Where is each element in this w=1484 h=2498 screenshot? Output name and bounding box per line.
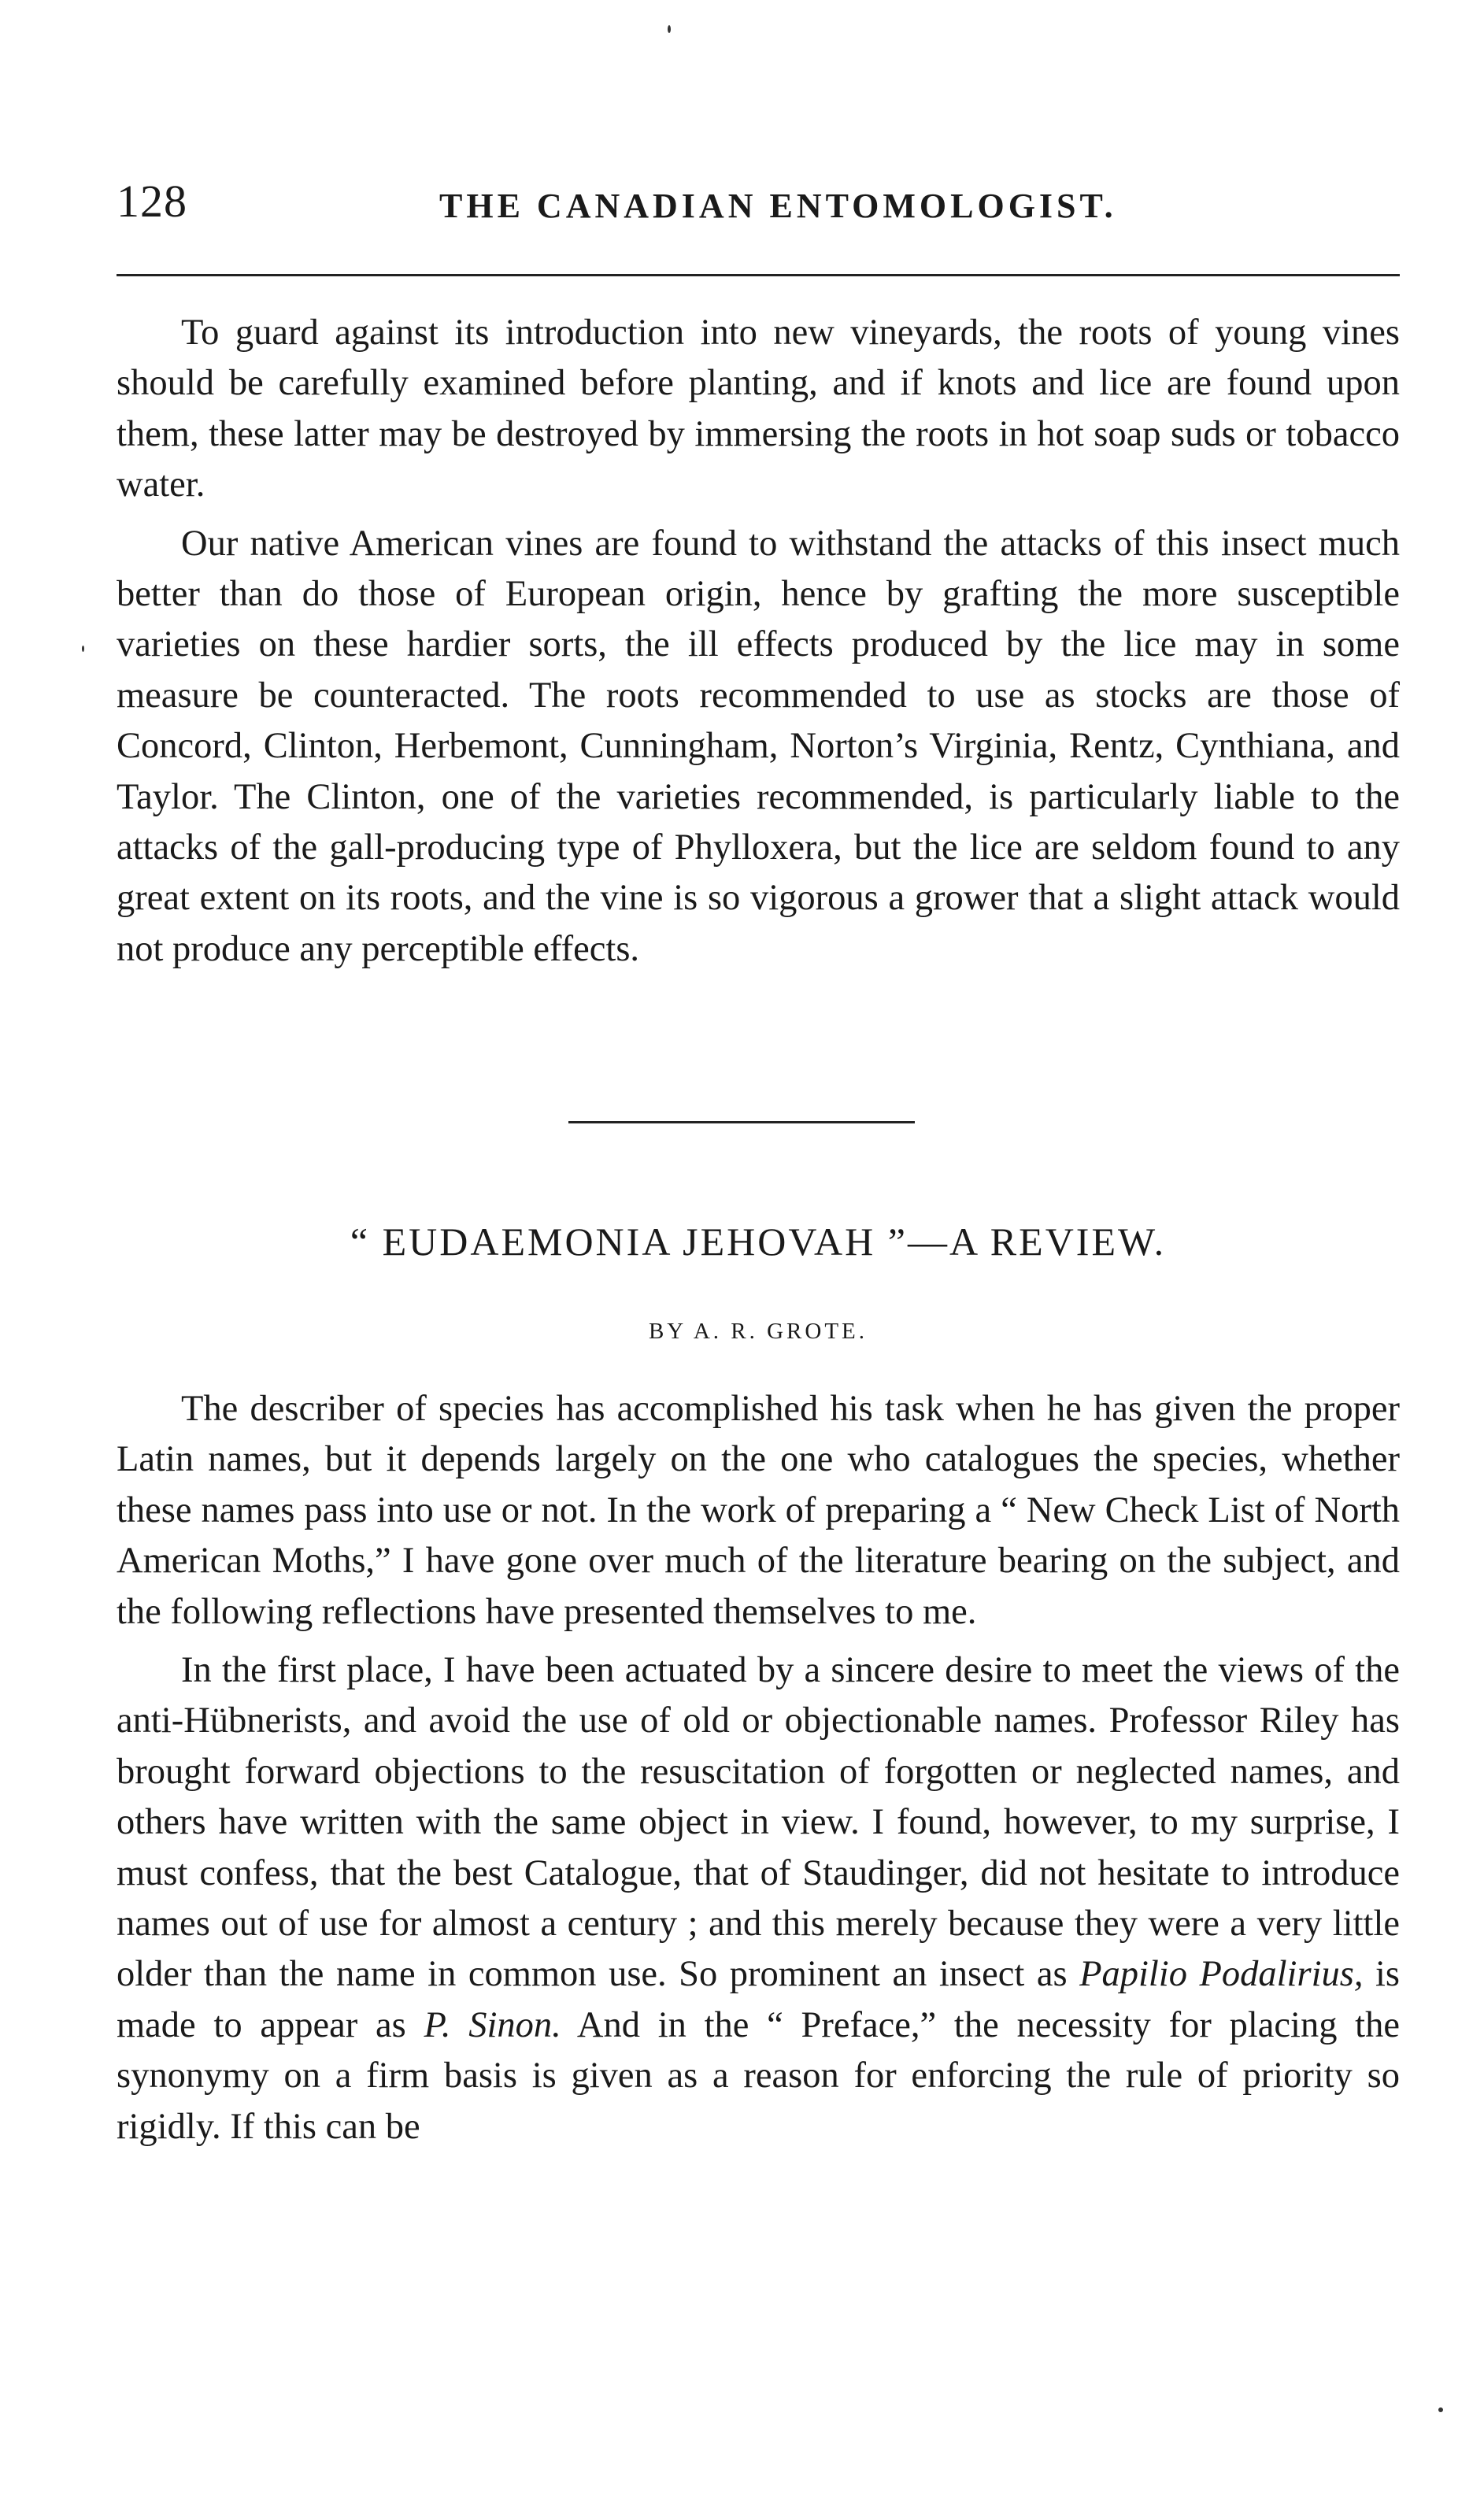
article-body bbox=[117, 1384, 1400, 2152]
species-name: Papilio Podalirius, bbox=[1079, 1954, 1364, 1995]
article-title: “ EUDAEMONIA JEHOVAH ”—A REVIEW. bbox=[350, 1219, 1167, 1264]
continued-text bbox=[117, 308, 1400, 975]
section-divider bbox=[568, 1121, 915, 1123]
paragraph: Our native American vines are found to withstand the attacks of this insect much better than do those of European origin, hence by grafting the more susceptible varieties on these hardier sorts, the ill effects produced by the lice may in some measure be counteracted. The roots recommended to use as stocks are those of Concord, Clinton, Herbemont, Cunningham, Norton’s Virginia, Rentz, Cynthiana, and Taylor. The Clinton, one of the varieties recommended, is particularly liable to the attacks of the gall-producing type of Phylloxera, but the lice are seldom found to any great extent on its roots, and the vine is so vigorous a grower that a slight attack would not produce any perceptible effects. bbox=[117, 523, 1400, 969]
article-byline: BY A. R. GROTE. bbox=[648, 1319, 868, 1344]
scan-speck bbox=[1438, 2407, 1443, 2412]
header-rule bbox=[117, 274, 1400, 276]
scan-speck bbox=[668, 25, 671, 33]
scan-speck bbox=[82, 646, 84, 652]
paragraph bbox=[117, 1645, 1400, 2152]
paragraph: To guard against its introduction into new vineyards, the roots of young vines should be carefully examined before planting, and if knots and lice are found upon them, these latter may be destroyed by immersing the roots in hot soap suds or tobacco water. bbox=[117, 313, 1400, 505]
paragraph: The describer of species has accomplished his task when he has given the proper Latin names, but it depends largely on the one who catalogues the species, whether these names pass into use or not. In the work of preparing a “ New Check List of North American Moths,” I have gone over much of the literature bearing on the subject, and the following reflections have presented themselves to me. bbox=[117, 1389, 1400, 1632]
page-header bbox=[117, 175, 1400, 230]
species-name: P. Sinon. bbox=[424, 2004, 561, 2045]
text-run: is made to appear as bbox=[117, 1954, 1400, 2045]
page-number: 128 bbox=[117, 176, 187, 227]
text-run: And in the “ Preface,” the necessity for placing the synonymy on a firm basis is given as a reason for enforcing the rule of priority so rigidly. If this can be bbox=[117, 2004, 1400, 2147]
text-run: In the first place, I have been actuated by a sincere desire to meet the views of the anti-Hübnerists, and avoid the use of old or objectionable names. Professor Riley has brought forward objections to the resuscitation of forgotten or neglected names, and others have written with the same object in view. I found, however, to my surprise, I must confess, that the best Catalogue, that of Staudinger, did not hesitate to introduce names out of use for almost a century ; and this merely because they were a very little older than the name in common use. So prominent an insect as bbox=[117, 1650, 1400, 1995]
running-title: THE CANADIAN ENTOMOLOGIST. bbox=[439, 187, 1117, 225]
